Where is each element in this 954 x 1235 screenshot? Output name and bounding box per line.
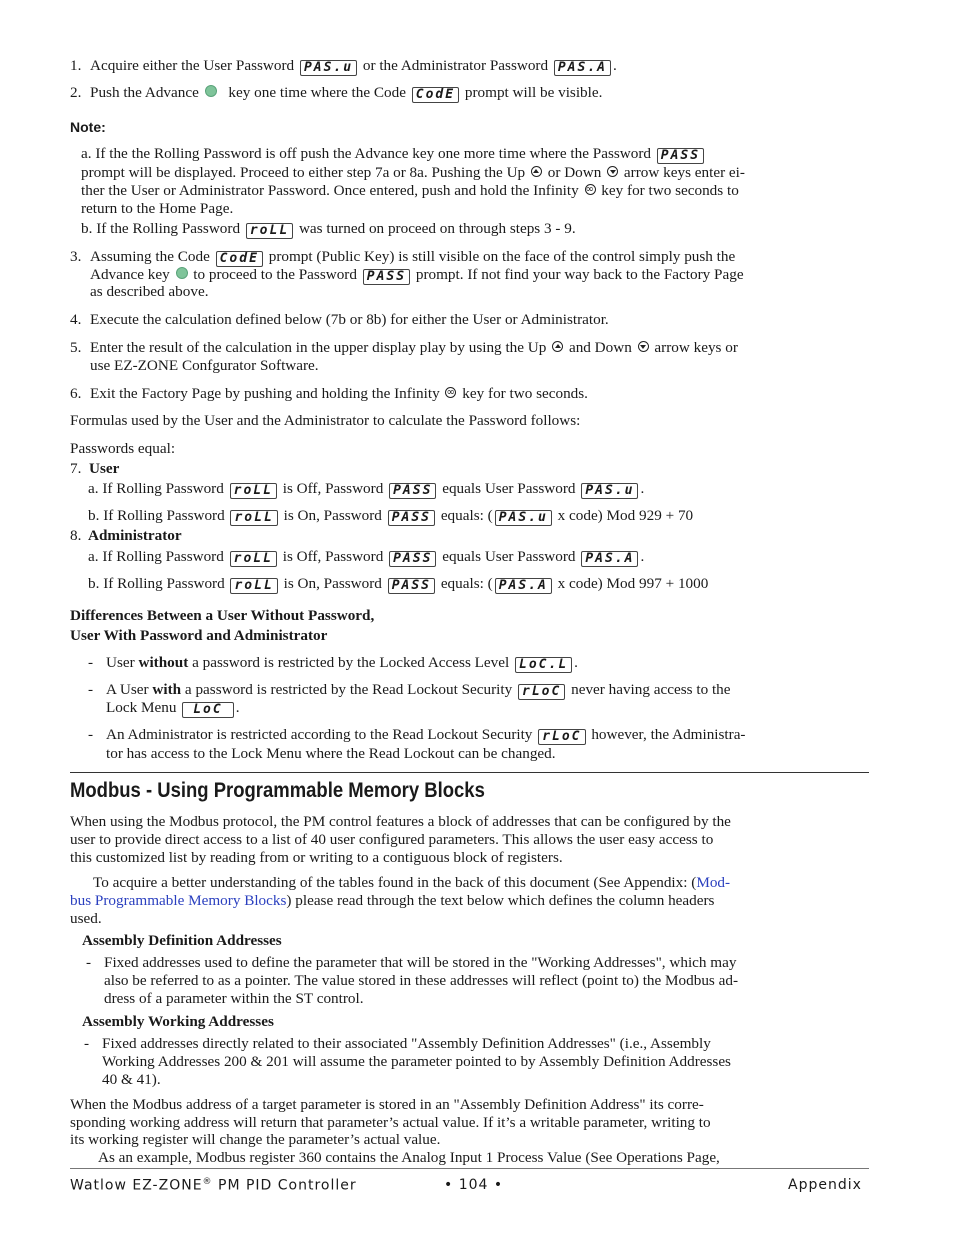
lcd-rolling-password: roLL <box>246 223 293 239</box>
step-number: 8. <box>70 527 82 544</box>
paragraph-line: As an example, Modbus register 360 contains the Analog Input 1 Process Value (See Operations Page, <box>98 1149 720 1166</box>
assembly-working-line: 40 & 41). <box>102 1071 161 1088</box>
bullet-text: An Administrator is restricted according to the Read Lockout Security <box>106 726 533 743</box>
lcd-admin-password: PAS.A <box>495 578 552 594</box>
step-text: to proceed to the Password <box>193 266 357 283</box>
footer-product: PM PID Controller <box>218 1177 357 1194</box>
bullet-dash: - <box>88 726 94 743</box>
formula-text: is Off, Password <box>282 480 384 497</box>
advance-key-icon <box>176 267 188 279</box>
infinity-key-icon <box>445 387 456 398</box>
formula-text: b. If Rolling Password <box>88 575 225 592</box>
page-number: • 104 • <box>444 1177 504 1193</box>
footer-brand <box>70 1177 357 1194</box>
bullet-dash: - <box>84 1035 90 1052</box>
bullet-dash: - <box>88 654 94 671</box>
bullet-user-with-line-2 <box>106 699 240 718</box>
step-text: Assuming the Code <box>90 248 210 265</box>
appendix-link[interactable]: Mod- <box>696 874 731 891</box>
step-text: Push the Advance <box>90 84 199 101</box>
formula-text: . <box>640 480 645 497</box>
paragraph-line: its working register will change the parameter’s actual value. <box>70 1131 441 1148</box>
step-number: 1. <box>70 57 82 74</box>
assembly-definition-heading: Assembly Definition Addresses <box>82 932 282 949</box>
footer-section: Appendix <box>788 1177 862 1193</box>
footer-divider <box>70 1168 869 1169</box>
appendix-link[interactable]: bus Programmable Memory Blocks <box>70 892 287 909</box>
bullet-text: A User <box>106 681 149 698</box>
step-text: key for two seconds. <box>462 385 588 402</box>
note-b <box>81 220 576 239</box>
paragraph-line: sponding working address will return that parameter’s actual value. If it’s a writable parameter, writing to <box>70 1114 711 1131</box>
user-formula-b <box>88 507 693 526</box>
lcd-rolling-password: roLL <box>230 510 277 526</box>
step-text: . <box>613 57 617 74</box>
paragraph-text: ) please read through the text below which defines the column headers <box>286 892 715 909</box>
paragraph-line: When using the Modbus protocol, the PM control features a block of addresses that can be configured by the <box>70 813 731 830</box>
note-a-line-3 <box>81 182 739 200</box>
lcd-rolling-password: roLL <box>230 578 277 594</box>
step-number: 4. <box>70 311 82 328</box>
infinity-key-icon <box>585 184 596 195</box>
paragraph-2-line-2 <box>70 892 714 910</box>
passwords-equal: Passwords equal: <box>70 440 176 457</box>
note-text: or Down <box>547 164 602 181</box>
note-text: prompt will be displayed. Proceed to either step 7a or 8a. Pushing the Up <box>81 164 526 181</box>
bullet-dash: - <box>88 681 94 698</box>
paragraph-line: user to provide direct access to a list of 40 user configured parameters. This allows the user easy access to <box>70 831 714 848</box>
assembly-working-heading: Assembly Working Addresses <box>82 1013 274 1030</box>
paragraph-line: this customized list by reading from or writing to a contiguous block of registers. <box>70 849 563 866</box>
assembly-definition-line: also be referred to as a pointer. The value stored in these addresses will reflect (point to) the Modbus ad- <box>104 972 739 989</box>
step-text: key one time where the Code <box>228 84 406 101</box>
assembly-working-line: Fixed addresses directly related to their associated "Assembly Definition Addresses" (i.e., Assembly <box>102 1035 711 1052</box>
formula-text: equals: ( <box>440 507 493 524</box>
advance-key-icon <box>205 85 217 97</box>
note-label: Note: <box>70 119 106 135</box>
lcd-read-lockout: rLoC <box>538 729 585 745</box>
note-a-line-4: return to the Home Page. <box>81 200 234 217</box>
lcd-user-password: PAS.u <box>300 60 357 76</box>
step-number: 6. <box>70 385 82 402</box>
footer-brand-name: Watlow EZ-ZONE <box>70 1177 203 1194</box>
bullet-text: User <box>106 654 135 671</box>
paragraph-text: To acquire a better understanding of the tables found in the back of this document (See Appendix: ( <box>93 874 697 891</box>
lcd-password: PASS <box>388 510 435 526</box>
step-6 <box>90 385 588 403</box>
formula-text: is On, Password <box>283 507 382 524</box>
bullet-text: a password is restricted by the Read Lockout Security <box>184 681 513 698</box>
step-3-line-3: as described above. <box>90 283 209 300</box>
lcd-admin-password: PAS.A <box>554 60 611 76</box>
lcd-lock-menu: LoC <box>182 702 233 718</box>
note-text: key for two seconds to <box>601 182 739 199</box>
step-text: and Down <box>568 339 632 356</box>
bullet-text: a password is restricted by the Locked Access Level <box>192 654 510 671</box>
lcd-password: PASS <box>363 269 410 285</box>
assembly-definition-line: dress of a parameter within the ST control. <box>104 990 364 1007</box>
formula-text: a. If Rolling Password <box>88 480 224 497</box>
section-title: Modbus - Using Programmable Memory Blocks <box>70 779 485 802</box>
bullet-user-without <box>106 654 578 673</box>
section-divider <box>70 772 869 773</box>
bullet-text: never having access to the <box>571 681 731 698</box>
registered-mark: ® <box>202 1177 213 1187</box>
step-2 <box>90 84 602 103</box>
assembly-definition-line: Fixed addresses used to define the parameter that will be stored in the "Working Addresses", which may <box>104 954 737 971</box>
formula-text: b. If Rolling Password <box>88 507 225 524</box>
admin-formula-b <box>88 575 708 594</box>
lcd-password: PASS <box>389 551 436 567</box>
step-5-line-2: use EZ-ZONE Confgurator Software. <box>90 357 319 374</box>
lcd-user-password: PAS.u <box>495 510 552 526</box>
step-text: or the Administrator Password <box>362 57 549 74</box>
step-5-line-1 <box>90 339 738 357</box>
step-number: 5. <box>70 339 82 356</box>
down-arrow-key-icon <box>607 166 618 177</box>
admin-formula-a <box>88 548 644 567</box>
lcd-rolling-password: roLL <box>230 483 277 499</box>
step-number: 7. <box>70 460 82 477</box>
formula-text: equals: ( <box>440 575 493 592</box>
step-text: prompt. If not find your way back to the Factory Page <box>415 266 744 283</box>
formula-text: x code) Mod 929 + 70 <box>557 507 694 524</box>
step-text: Acquire either the User Password <box>90 57 295 74</box>
bullet-user-with <box>106 681 731 700</box>
lcd-code: CodE <box>412 87 459 103</box>
differences-heading-line-2: User With Password and Administrator <box>70 627 328 644</box>
bullet-emphasis: with <box>152 681 182 698</box>
lcd-locked-access-level: LoC.L <box>515 657 572 673</box>
admin-heading: Administrator <box>88 527 182 544</box>
formula-text: is On, Password <box>283 575 382 592</box>
formula-text: a. If Rolling Password <box>88 548 224 565</box>
user-formula-a <box>88 480 644 499</box>
note-a-line-2 <box>81 164 745 182</box>
step-text: arrow keys or <box>654 339 738 356</box>
bullet-text: Lock Menu <box>106 699 177 716</box>
bullet-emphasis: without <box>138 654 189 671</box>
formula-text: equals User Password <box>442 480 576 497</box>
up-arrow-key-icon <box>531 166 542 177</box>
lcd-admin-password: PAS.A <box>581 551 638 567</box>
lcd-password: PASS <box>657 148 704 164</box>
bullet-text: . <box>235 699 240 716</box>
formula-text: is Off, Password <box>282 548 384 565</box>
paragraph-2-line-1 <box>93 874 730 892</box>
user-heading: User <box>89 460 120 477</box>
bullet-administrator <box>106 726 746 745</box>
up-arrow-key-icon <box>552 341 563 352</box>
note-text: ther the User or Administrator Password. Once entered, push and hold the Infinity <box>81 182 579 199</box>
note-text: arrow keys enter ei- <box>623 164 745 181</box>
bullet-text: . <box>574 654 578 671</box>
formula-text: equals User Password <box>442 548 576 565</box>
note-a-line-1 <box>81 145 706 164</box>
lcd-rolling-password: roLL <box>230 551 277 567</box>
step-text: Advance key <box>90 266 170 283</box>
formulas-intro: Formulas used by the User and the Administrator to calculate the Password follows: <box>70 412 581 429</box>
step-number: 2. <box>70 84 82 101</box>
step-3-line-1 <box>90 248 735 267</box>
down-arrow-key-icon <box>638 341 649 352</box>
step-text: prompt will be visible. <box>464 84 603 101</box>
note-text: b. If the Rolling Password <box>81 220 241 237</box>
step-text: Exit the Factory Page by pushing and holding the Infinity <box>90 385 440 402</box>
differences-heading-line-1: Differences Between a User Without Password, <box>70 607 375 624</box>
lcd-code: CodE <box>216 251 263 267</box>
step-text: Enter the result of the calculation in the upper display play by using the Up <box>90 339 547 356</box>
lcd-user-password: PAS.u <box>581 483 638 499</box>
note-text: was turned on proceed on through steps 3 - 9. <box>298 220 576 237</box>
paragraph-line: When the Modbus address of a target parameter is stored in an "Assembly Definition Address" its corre- <box>70 1096 704 1113</box>
step-number: 3. <box>70 248 82 265</box>
assembly-working-line: Working Addresses 200 & 201 will assume the parameter pointed to by Assembly Definition Addresses <box>102 1053 731 1070</box>
bullet-text: however, the Administra- <box>591 726 746 743</box>
bullet-administrator-line-2: tor has access to the Lock Menu where the Read Lockout can be changed. <box>106 745 556 762</box>
formula-text: . <box>640 548 645 565</box>
paragraph-2-line-3: used. <box>70 910 102 927</box>
bullet-dash: - <box>86 954 92 971</box>
note-text: a. If the the Rolling Password is off push the Advance key one more time where the Password <box>81 145 651 162</box>
formula-text: x code) Mod 997 + 1000 <box>557 575 709 592</box>
lcd-password: PASS <box>388 578 435 594</box>
step-1 <box>90 57 617 76</box>
lcd-read-lockout: rLoC <box>518 684 565 700</box>
step-text: prompt (Public Key) is still visible on the face of the control simply push the <box>268 248 736 265</box>
step-4: Execute the calculation defined below (7b or 8b) for either the User or Administrator. <box>90 311 609 328</box>
lcd-password: PASS <box>389 483 436 499</box>
